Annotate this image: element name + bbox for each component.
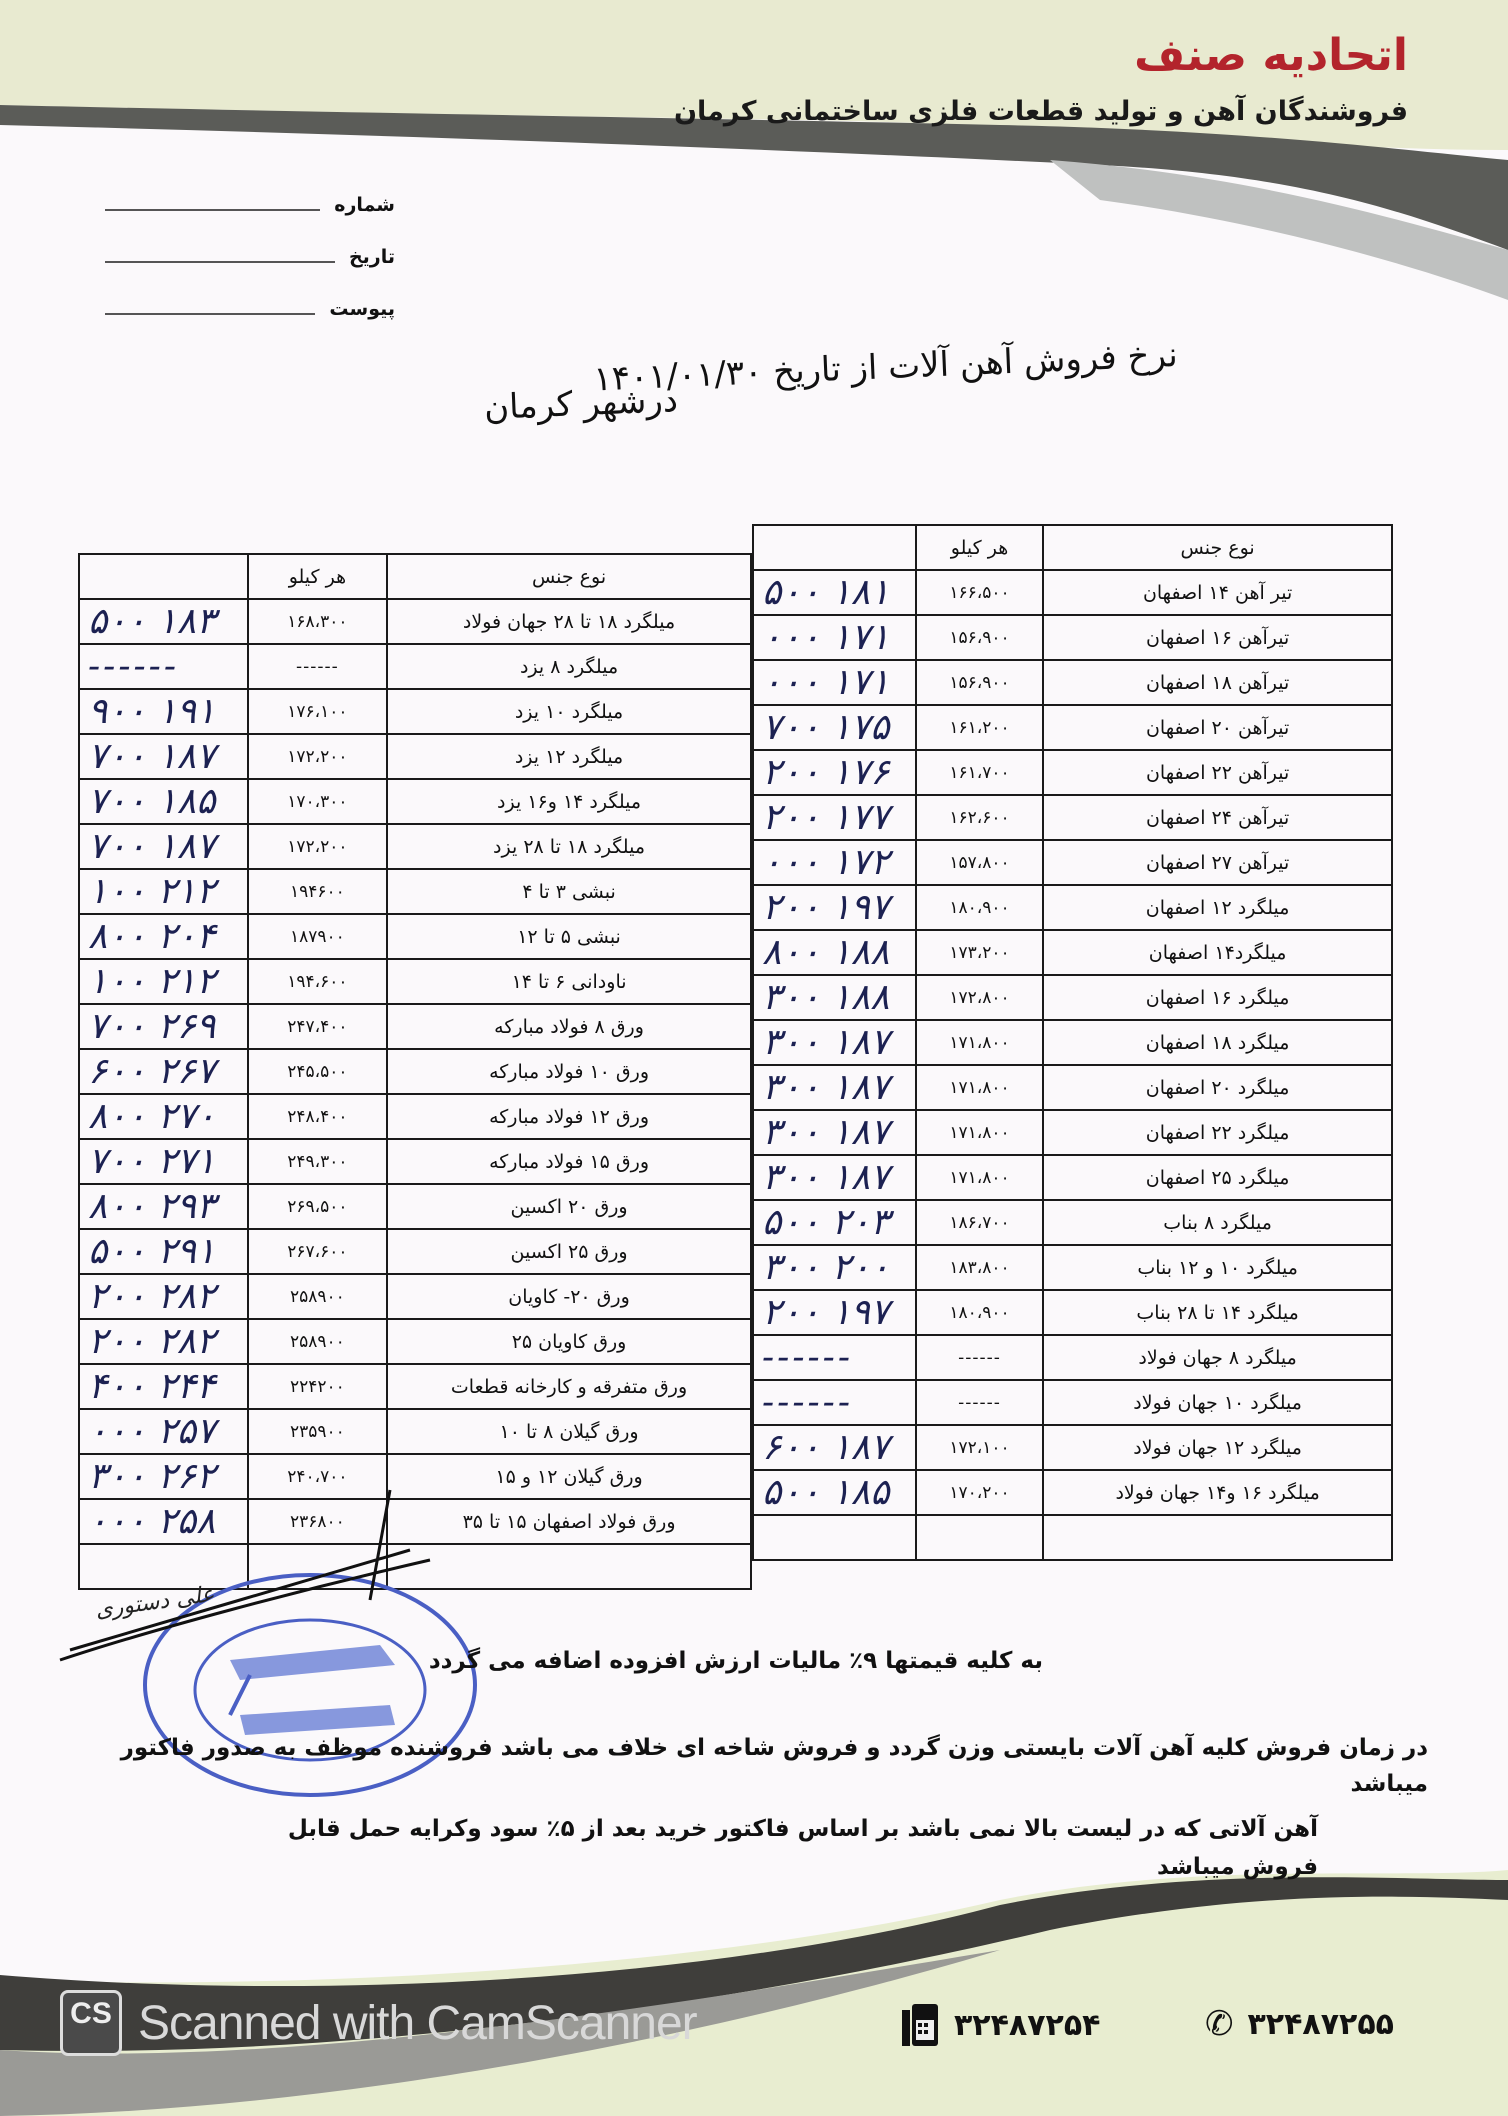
table-row-empty xyxy=(753,1515,1392,1560)
price-per-kilo: ۱۷۰،۲۰۰ xyxy=(916,1470,1043,1515)
price-list-heading-line1: نرخ فروش آهن آلات از تاریخ ۱۴۰۱/۰۱/۳۰ xyxy=(593,335,1179,400)
handwritten-price: ۱۷۱ ۰۰۰ xyxy=(753,615,916,660)
handwritten-price: ۲۵۷ ۰۰۰ xyxy=(79,1409,248,1454)
handwritten-price: ۲۹۳ ۸۰۰ xyxy=(79,1184,248,1229)
price-list-heading-line2: درشهر کرمان xyxy=(483,380,679,429)
handwritten-price: ۱۸۸ ۳۰۰ xyxy=(753,975,916,1020)
fax-icon xyxy=(900,2002,940,2048)
fax-number xyxy=(900,2002,1100,2048)
table-row xyxy=(79,689,751,734)
attachment-label: پیوست xyxy=(329,298,395,320)
item-type: ناودانی ۶ تا ۱۴ xyxy=(387,959,751,1004)
table-row xyxy=(79,1409,751,1454)
handwritten-price: ------ xyxy=(79,644,248,689)
item-type: ورق ۱۵ فولاد مبارکه xyxy=(387,1139,751,1184)
price-per-kilo: ۱۵۷،۸۰۰ xyxy=(916,840,1043,885)
item-type: ورق گیلان ۱۲ و ۱۵ xyxy=(387,1454,751,1499)
item-type: ورق ۸ فولاد مبارکه xyxy=(387,1004,751,1049)
header-handwritten xyxy=(79,554,248,599)
price-per-kilo: ۱۷۱،۸۰۰ xyxy=(916,1020,1043,1065)
item-type: میلگرد ۱۸ تا ۲۸ یزد xyxy=(387,824,751,869)
item-type: نبشی ۵ تا ۱۲ xyxy=(387,914,751,959)
table-row xyxy=(79,644,751,689)
price-per-kilo: ۲۶۹،۵۰۰ xyxy=(248,1184,387,1229)
price-per-kilo: ۱۶۱،۷۰۰ xyxy=(916,750,1043,795)
price-per-kilo: ۱۶۶،۵۰۰ xyxy=(916,570,1043,615)
handwritten-price: ۲۱۲ ۱۰۰ xyxy=(79,869,248,914)
phone-number-text: ۳۲۴۸۷۲۵۵ xyxy=(1247,2006,1394,2042)
empty-cell xyxy=(916,1515,1043,1560)
item-type: میلگرد ۸ بناب xyxy=(1043,1200,1392,1245)
handwritten-price: ۱۷۱ ۰۰۰ xyxy=(753,660,916,705)
price-table-left xyxy=(78,553,752,1590)
price-per-kilo: ۱۷۲،۲۰۰ xyxy=(248,734,387,779)
handwritten-price: ۱۸۸ ۸۰۰ xyxy=(753,930,916,975)
item-type: میلگرد ۲۵ اصفهان xyxy=(1043,1155,1392,1200)
price-per-kilo: ۱۵۶،۹۰۰ xyxy=(916,615,1043,660)
handwritten-price: ۱۸۷ ۶۰۰ xyxy=(753,1425,916,1470)
phone-icon: ✆ xyxy=(1205,2004,1234,2044)
table-row xyxy=(79,1184,751,1229)
price-per-kilo: ۲۳۶۸۰۰ xyxy=(248,1499,387,1544)
price-per-kilo: ۱۷۲،۸۰۰ xyxy=(916,975,1043,1020)
handwritten-price: ۲۰۴ ۸۰۰ xyxy=(79,914,248,959)
header-type: نوع جنس xyxy=(1043,525,1392,570)
item-type: میلگرد ۸ یزد xyxy=(387,644,751,689)
empty-cell xyxy=(753,1515,916,1560)
item-type: تیر آهن ۱۴ اصفهان xyxy=(1043,570,1392,615)
handwritten-price: ۱۹۷ ۲۰۰ xyxy=(753,885,916,930)
handwritten-price: ۲۶۹ ۷۰۰ xyxy=(79,1004,248,1049)
item-type: میلگرد ۸ جهان فولاد xyxy=(1043,1335,1392,1380)
handwritten-price: ۱۹۱ ۹۰۰ xyxy=(79,689,248,734)
handwritten-price: ------ xyxy=(753,1335,916,1380)
table-row xyxy=(753,1020,1392,1065)
table-row xyxy=(79,1094,751,1139)
price-per-kilo: ۲۲۴۲۰۰ xyxy=(248,1364,387,1409)
handwritten-price: ۱۸۷ ۳۰۰ xyxy=(753,1065,916,1110)
price-per-kilo: ۱۶۱،۲۰۰ xyxy=(916,705,1043,750)
table-row xyxy=(753,1290,1392,1335)
item-type: میلگرد ۱۶ و۱۴ جهان فولاد xyxy=(1043,1470,1392,1515)
table-row xyxy=(79,779,751,824)
price-per-kilo: ۱۸۳،۸۰۰ xyxy=(916,1245,1043,1290)
item-type: میلگرد ۲۲ اصفهان xyxy=(1043,1110,1392,1155)
item-type: نبشی ۳ تا ۴ xyxy=(387,869,751,914)
item-type: ورق ۲۰- کاویان xyxy=(387,1274,751,1319)
table-row xyxy=(753,1470,1392,1515)
table-row xyxy=(753,1380,1392,1425)
price-per-kilo: ۲۴۰،۷۰۰ xyxy=(248,1454,387,1499)
table-row xyxy=(79,824,751,869)
table-row xyxy=(79,599,751,644)
price-per-kilo: ۱۸۷۹۰۰ xyxy=(248,914,387,959)
table-row xyxy=(753,615,1392,660)
table-row xyxy=(79,959,751,1004)
table-row xyxy=(79,1274,751,1319)
item-type: تیرآهن ۱۶ اصفهان xyxy=(1043,615,1392,660)
handwritten-price: ۲۴۴ ۴۰۰ xyxy=(79,1364,248,1409)
price-per-kilo: ۱۷۱،۸۰۰ xyxy=(916,1065,1043,1110)
note-vat: به کلیه قیمتها ۹٪ مالیات ارزش افزوده اضافه می گردد xyxy=(428,1648,1043,1674)
date-line xyxy=(105,261,335,263)
item-type: میلگرد ۱۲ یزد xyxy=(387,734,751,779)
header-per-kilo: هر کیلو xyxy=(916,525,1043,570)
union-title: اتحادیه صنف xyxy=(1134,30,1408,81)
item-type: ورق ۲۵ اکسین xyxy=(387,1229,751,1274)
table-row xyxy=(753,1200,1392,1245)
header-per-kilo: هر کیلو xyxy=(248,554,387,599)
handwritten-price: ۱۷۷ ۲۰۰ xyxy=(753,795,916,840)
attachment-field xyxy=(105,294,395,324)
price-per-kilo: ۱۷۲،۲۰۰ xyxy=(248,824,387,869)
table-row xyxy=(753,795,1392,840)
item-type: میلگرد ۱۸ اصفهان xyxy=(1043,1020,1392,1065)
price-per-kilo: ۱۵۶،۹۰۰ xyxy=(916,660,1043,705)
item-type: ورق ۱۰ فولاد مبارکه xyxy=(387,1049,751,1094)
phone-number xyxy=(1205,2004,1394,2044)
price-per-kilo: ۱۹۴۶۰۰ xyxy=(248,869,387,914)
table-row xyxy=(753,1425,1392,1470)
table-row xyxy=(753,1110,1392,1155)
camscanner-text: Scanned with CamScanner xyxy=(138,1996,697,2050)
table-row xyxy=(753,975,1392,1020)
handwritten-price: ۱۷۲ ۰۰۰ xyxy=(753,840,916,885)
handwritten-price: ۲۰۰ ۳۰۰ xyxy=(753,1245,916,1290)
handwritten-price: ۲۷۰ ۸۰۰ xyxy=(79,1094,248,1139)
handwritten-price: ۱۸۷ ۳۰۰ xyxy=(753,1155,916,1200)
item-type: تیرآهن ۲۲ اصفهان xyxy=(1043,750,1392,795)
price-per-kilo: ۲۵۸۹۰۰ xyxy=(248,1319,387,1364)
item-type: ورق ۲۰ اکسین xyxy=(387,1184,751,1229)
item-type: میلگرد ۱۲ جهان فولاد xyxy=(1043,1425,1392,1470)
handwritten-price: ۲۵۸ ۰۰۰ xyxy=(79,1499,248,1544)
item-type: ورق فولاد اصفهان ۱۵ تا ۳۵ xyxy=(387,1499,751,1544)
number-line xyxy=(105,209,320,211)
number-label: شماره xyxy=(334,194,395,216)
price-per-kilo: ۲۴۸،۴۰۰ xyxy=(248,1094,387,1139)
fax-number-text: ۳۲۴۸۷۲۵۴ xyxy=(954,2007,1101,2043)
note-weighing: در زمان فروش کلیه آهن آلات بایستی وزن گردد و فروش شاخه ای خلاف می باشد فروشنده موظف به صدور فاکتور میباشد xyxy=(120,1735,1428,1797)
handwritten-price: ۱۸۷ ۳۰۰ xyxy=(753,1110,916,1155)
table-row xyxy=(79,1364,751,1409)
item-type: میلگرد ۱۰ جهان فولاد xyxy=(1043,1380,1392,1425)
table-header-row xyxy=(79,554,751,599)
item-type: میلگرد ۲۰ اصفهان xyxy=(1043,1065,1392,1110)
table-row xyxy=(753,570,1392,615)
handwritten-price: ۲۱۲ ۱۰۰ xyxy=(79,959,248,1004)
table-row xyxy=(79,869,751,914)
price-table-right xyxy=(752,524,1393,1561)
handwritten-price: ۱۸۵ ۵۰۰ xyxy=(753,1470,916,1515)
price-per-kilo: ۱۷۱،۸۰۰ xyxy=(916,1155,1043,1200)
item-type: میلگرد ۱۴ تا ۲۸ بناب xyxy=(1043,1290,1392,1335)
item-type: ورق متفرقه و کارخانه قطعات xyxy=(387,1364,751,1409)
handwritten-price: ۱۸۱ ۵۰۰ xyxy=(753,570,916,615)
table-row xyxy=(753,1245,1392,1290)
item-type: تیرآهن ۲۷ اصفهان xyxy=(1043,840,1392,885)
price-per-kilo: ۲۴۷،۴۰۰ xyxy=(248,1004,387,1049)
item-type: ورق ۱۲ فولاد مبارکه xyxy=(387,1094,751,1139)
handwritten-price: ۲۸۲ ۲۰۰ xyxy=(79,1274,248,1319)
handwritten-price: ۱۸۷ ۳۰۰ xyxy=(753,1020,916,1065)
table-row xyxy=(79,1139,751,1184)
item-type: میلگرد ۱۸ تا ۲۸ جهان فولاد xyxy=(387,599,751,644)
camscanner-logo-icon: CS xyxy=(60,1990,122,2056)
table-row xyxy=(79,1049,751,1094)
price-per-kilo: ۱۸۶،۷۰۰ xyxy=(916,1200,1043,1245)
item-type: میلگرد ۱۶ اصفهان xyxy=(1043,975,1392,1020)
table-row xyxy=(79,734,751,779)
item-type: میلگرد ۱۲ اصفهان xyxy=(1043,885,1392,930)
table-row xyxy=(753,1335,1392,1380)
table-header-row xyxy=(753,525,1392,570)
table-row xyxy=(79,1319,751,1364)
handwritten-price: ۱۷۵ ۷۰۰ xyxy=(753,705,916,750)
item-type: میلگرد۱۴ اصفهان xyxy=(1043,930,1392,975)
price-per-kilo: ۱۷۳،۲۰۰ xyxy=(916,930,1043,975)
table-row xyxy=(753,885,1392,930)
table-row xyxy=(79,1004,751,1049)
price-per-kilo: ۲۵۸۹۰۰ xyxy=(248,1274,387,1319)
table-row xyxy=(753,660,1392,705)
handwritten-price: ۱۸۷ ۷۰۰ xyxy=(79,824,248,869)
table-row xyxy=(753,1155,1392,1200)
price-per-kilo: ۱۷۰،۳۰۰ xyxy=(248,779,387,824)
date-field xyxy=(105,242,395,272)
signature-name: علی دستوری xyxy=(93,1581,216,1624)
date-label: تاریخ xyxy=(348,246,395,268)
price-per-kilo: ۲۳۵۹۰۰ xyxy=(248,1409,387,1454)
table-row xyxy=(753,840,1392,885)
signature-scribble xyxy=(50,1480,450,1680)
handwritten-price: ------ xyxy=(753,1380,916,1425)
handwritten-price: ۲۹۱ ۵۰۰ xyxy=(79,1229,248,1274)
price-per-kilo: ۱۸۰،۹۰۰ xyxy=(916,1290,1043,1335)
price-per-kilo: ۱۹۴،۶۰۰ xyxy=(248,959,387,1004)
handwritten-price: ۱۹۷ ۲۰۰ xyxy=(753,1290,916,1335)
price-per-kilo: ۱۶۲،۶۰۰ xyxy=(916,795,1043,840)
attachment-line xyxy=(105,313,315,315)
handwritten-price: ۱۷۶ ۲۰۰ xyxy=(753,750,916,795)
price-per-kilo: ------ xyxy=(248,644,387,689)
price-per-kilo: ۱۶۸،۳۰۰ xyxy=(248,599,387,644)
union-subtitle: فروشندگان آهن و تولید قطعات فلزی ساختمانی کرمان xyxy=(674,96,1408,127)
table-row xyxy=(79,1229,751,1274)
table-row xyxy=(79,914,751,959)
item-type: ورق گیلان ۸ تا ۱۰ xyxy=(387,1409,751,1454)
handwritten-price: ۲۷۱ ۷۰۰ xyxy=(79,1139,248,1184)
item-type: تیرآهن ۱۸ اصفهان xyxy=(1043,660,1392,705)
camscanner-watermark xyxy=(60,1990,697,2056)
handwritten-price: ۲۰۳ ۵۰۰ xyxy=(753,1200,916,1245)
item-type: میلگرد ۱۰ یزد xyxy=(387,689,751,734)
price-per-kilo: ۲۴۹،۳۰۰ xyxy=(248,1139,387,1184)
price-per-kilo: ۲۴۵،۵۰۰ xyxy=(248,1049,387,1094)
handwritten-price: ۱۸۳ ۵۰۰ xyxy=(79,599,248,644)
table-row xyxy=(753,705,1392,750)
price-per-kilo: ۲۶۷،۶۰۰ xyxy=(248,1229,387,1274)
price-per-kilo: ------ xyxy=(916,1335,1043,1380)
price-per-kilo: ۱۸۰،۹۰۰ xyxy=(916,885,1043,930)
empty-cell xyxy=(1043,1515,1392,1560)
item-type: تیرآهن ۲۴ اصفهان xyxy=(1043,795,1392,840)
handwritten-price: ۱۸۵ ۷۰۰ xyxy=(79,779,248,824)
price-per-kilo: ۱۷۶،۱۰۰ xyxy=(248,689,387,734)
table-row xyxy=(753,750,1392,795)
table-row xyxy=(753,930,1392,975)
handwritten-price: ۲۶۲ ۳۰۰ xyxy=(79,1454,248,1499)
header-handwritten xyxy=(753,525,916,570)
header-type: نوع جنس xyxy=(387,554,751,599)
handwritten-price: ۱۸۷ ۷۰۰ xyxy=(79,734,248,779)
item-type: میلگرد ۱۰ و ۱۲ بناب xyxy=(1043,1245,1392,1290)
item-type: ورق کاویان ۲۵ xyxy=(387,1319,751,1364)
price-per-kilo: ۱۷۱،۸۰۰ xyxy=(916,1110,1043,1155)
item-type: میلگرد ۱۴ و۱۶ یزد xyxy=(387,779,751,824)
table-row xyxy=(753,1065,1392,1110)
handwritten-price: ۲۶۷ ۶۰۰ xyxy=(79,1049,248,1094)
item-type: تیرآهن ۲۰ اصفهان xyxy=(1043,705,1392,750)
price-per-kilo: ۱۷۲،۱۰۰ xyxy=(916,1425,1043,1470)
price-per-kilo: ------ xyxy=(916,1380,1043,1425)
note-unlisted-items: آهن آلاتی که در لیست بالا نمی باشد بر اساس فاکتور خرید بعد از ۵٪ سود وکرایه حمل قابل فروش میباشد xyxy=(287,1816,1318,1880)
number-field xyxy=(105,190,395,220)
handwritten-price: ۲۸۲ ۲۰۰ xyxy=(79,1319,248,1364)
